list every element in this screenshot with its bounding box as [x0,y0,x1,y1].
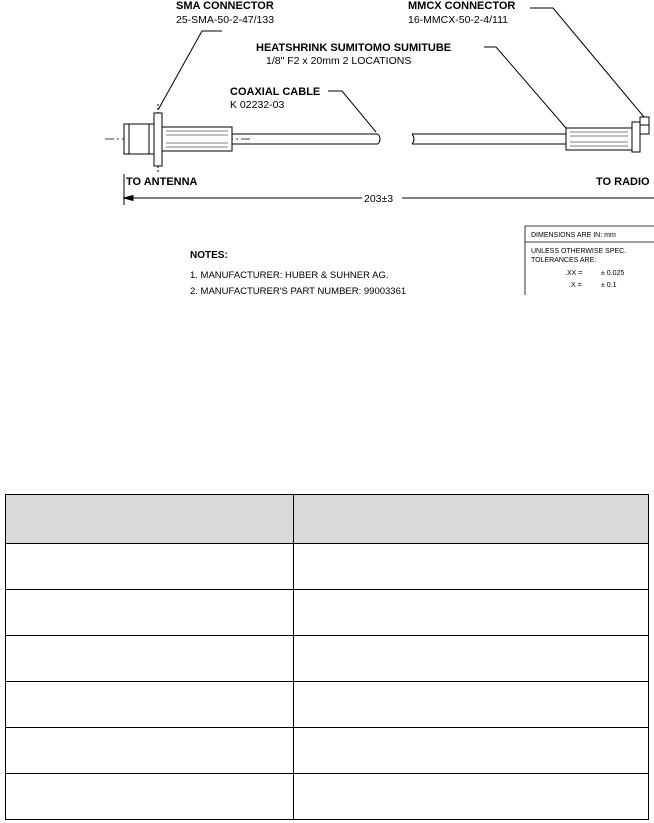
sma-connector-shape [124,104,232,174]
table-cell [294,590,649,636]
xx-label: .XX = [565,270,583,277]
to-antenna-label: TO ANTENNA [126,176,198,188]
tolerances-heading: TOLERANCES ARE: [531,257,597,264]
note-1: 1. MANUFACTURER: HUBER & SUHNER AG. [190,270,389,281]
table-header-cell [6,495,294,544]
mmcx-connector-title: MMCX CONNECTOR [408,0,516,12]
table-cell [6,544,294,590]
cable-title: COAXIAL CABLE [230,86,321,98]
mmcx-connector-shape [566,117,649,152]
table-cell [294,682,649,728]
dimensions-unit: DIMENSIONS ARE IN: mm [531,232,616,239]
x-label: .X = [569,282,582,289]
table-row [6,636,649,682]
leader-lines [158,8,644,132]
sma-connector-part: 25-SMA-50-2-47/133 [176,14,275,26]
spec-table [5,494,649,820]
table-row [6,590,649,636]
table-row [6,544,649,590]
to-radio-label: TO RADIO [596,176,650,188]
heatshrink-spec: 1/8" F2 x 20mm 2 LOCATIONS [266,55,412,67]
table-cell [294,728,649,774]
notes-heading: NOTES: [190,250,228,261]
xx-value: ± 0.025 [601,270,625,277]
table-header-row [6,495,649,544]
table-cell [294,544,649,590]
table-cell [6,774,294,820]
x-value: ± 0.1 [601,282,617,289]
cable-assembly-drawing [0,0,654,300]
table-header-cell [294,495,649,544]
table-cell [294,636,649,682]
coax-cable-right [412,134,566,144]
mmcx-connector-part: 16-MMCX-50-2-4/111 [408,14,508,26]
unless-otherwise: UNLESS OTHERWISE SPEC. [531,248,627,255]
length-dimension: 203±3 [364,193,394,205]
table-row [6,682,649,728]
note-2: 2. MANUFACTURER'S PART NUMBER: 99003361 [190,286,407,297]
table-cell [6,636,294,682]
coax-cable-left [232,134,380,144]
table-row [6,728,649,774]
sma-connector-title: SMA CONNECTOR [176,0,274,12]
heatshrink-title: HEATSHRINK SUMITOMO SUMITUBE [256,42,452,54]
table-cell [6,682,294,728]
table-row [6,774,649,820]
table-cell [6,590,294,636]
cable-part: K 02232-03 [230,99,285,111]
table-cell [294,774,649,820]
table-cell [6,728,294,774]
